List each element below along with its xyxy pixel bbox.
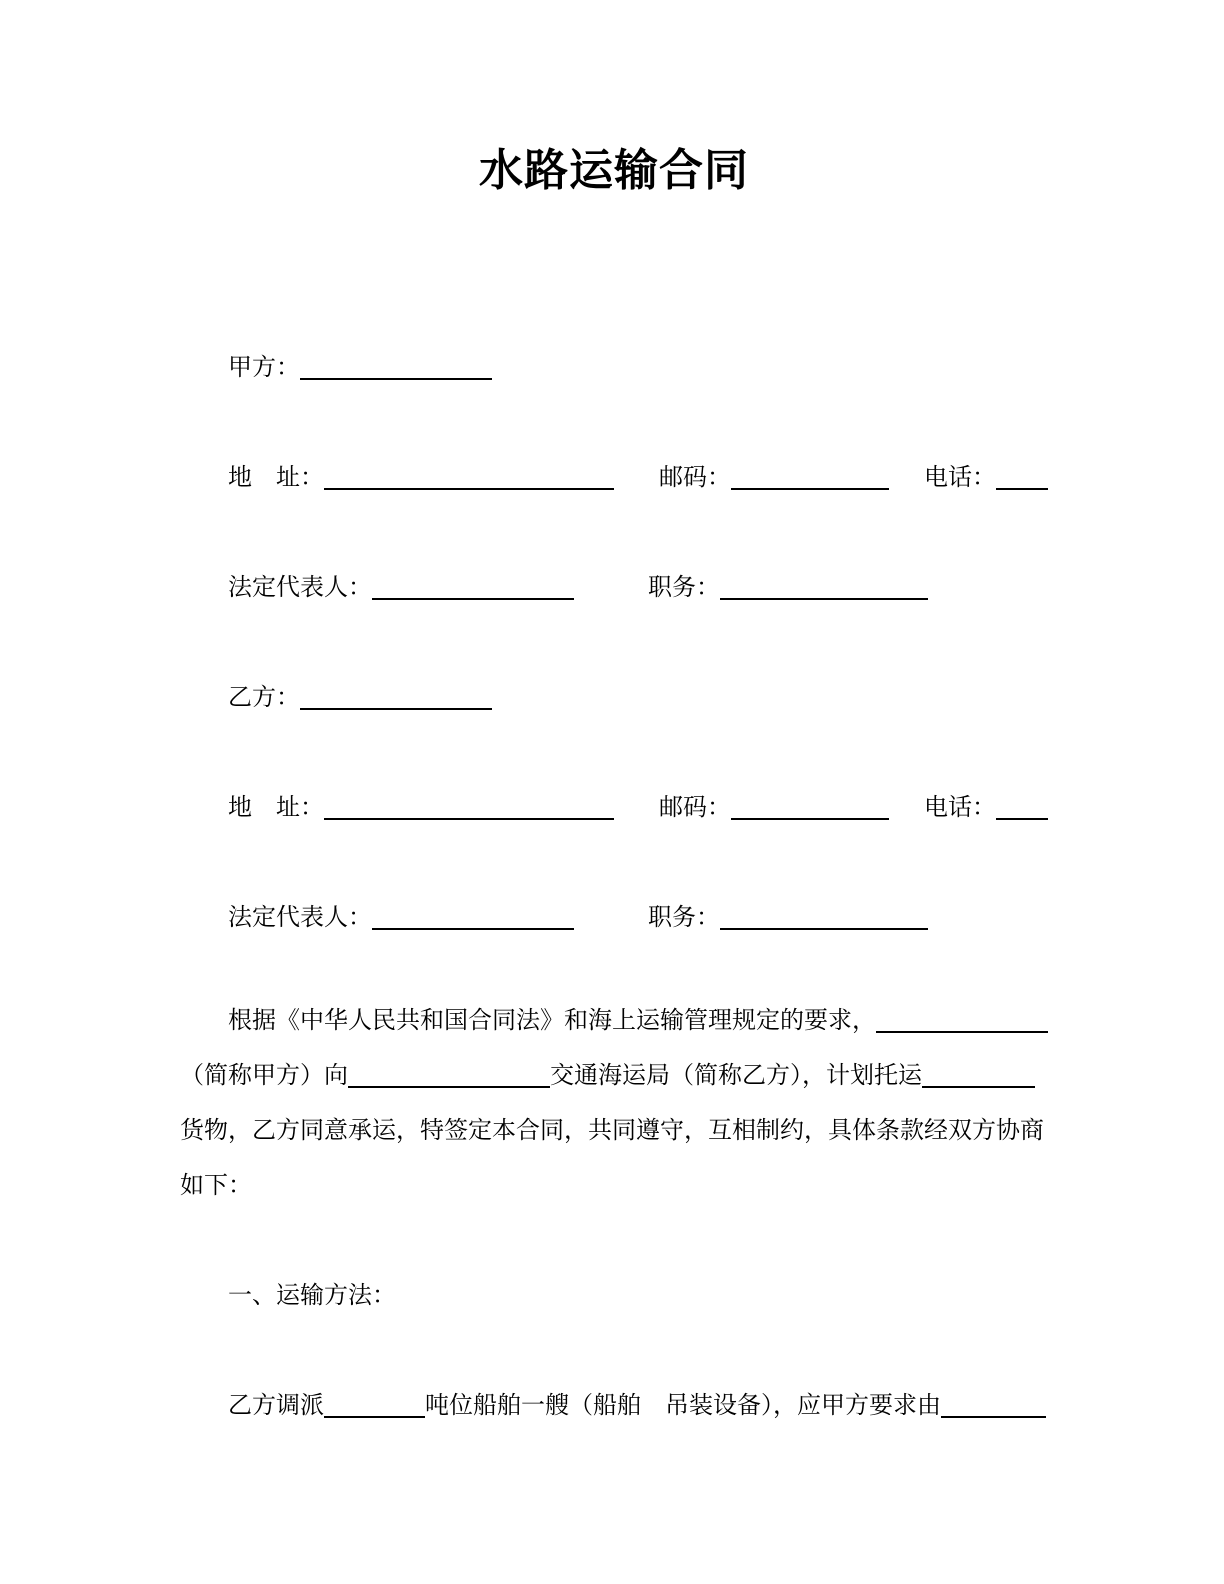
party-a-address-label: 地 址： [228,465,324,491]
party-a-label: 甲方： [228,355,300,381]
section-one-heading-text: 一、运输方法： [228,1283,396,1309]
intro-line-4 [180,1159,1048,1214]
party-b-position-label: 职务： [648,905,720,931]
document-title: 水路运输合同 [479,146,749,195]
intro-line-4-text: 如下： [180,1173,252,1199]
party-b-address-field[interactable] [324,790,614,820]
intro-line-2 [180,1049,1048,1104]
party-b-phone-field[interactable] [996,790,1048,820]
party-b-legal-rep-row [180,891,1048,946]
party-b-zip-label: 邮码： [659,795,731,821]
party-b-position-field[interactable] [720,900,928,930]
intro-line-2-mid: 交通海运局（简称乙方），计划托运 [550,1063,922,1089]
intro-line-1-text: 根据《中华人民共和国合同法》和海上运输管理规定的要求， [228,1008,876,1034]
party-b-legal-rep-field[interactable] [372,900,574,930]
party-a-row [180,341,1048,396]
party-a-address-field[interactable] [324,460,614,490]
tonnage-field[interactable] [324,1388,425,1418]
intro-paragraph [180,994,1048,1214]
party-b-phone-label: 电话： [924,795,996,821]
party-a-phone-label: 电话： [924,465,996,491]
party-b-legal-rep-label: 法定代表人： [228,905,372,931]
intro-line-3 [180,1104,1048,1159]
bureau-place-field[interactable] [348,1058,550,1088]
party-a-legal-rep-row [180,561,1048,616]
party-b-name-field[interactable] [300,680,492,710]
party-a-phone-field[interactable] [996,460,1048,490]
party-a-zip-label: 邮码： [659,465,731,491]
party-b-address-row [180,781,1048,836]
section-one-heading [180,1269,1048,1324]
intro-line-3-text: 货物，乙方同意承运，特签定本合同，共同遵守，互相制约，具体条款经双方协商 [180,1118,1044,1144]
party-b-row [180,671,1048,726]
party-a-address-row [180,451,1048,506]
party-b-address-label: 地 址： [228,795,324,821]
party-a-position-label: 职务： [648,575,720,601]
requirement-party-field[interactable] [876,1003,1048,1033]
intro-line-1 [180,994,1048,1049]
clause-one-line [180,1379,1048,1434]
party-b-label: 乙方： [228,685,300,711]
cargo-field[interactable] [922,1058,1035,1088]
party-a-legal-rep-label: 法定代表人： [228,575,372,601]
party-a-zip-field[interactable] [731,460,889,490]
intro-line-2-pre: （简称甲方）向 [180,1063,348,1089]
clause-one-pre: 乙方调派 [228,1393,324,1419]
requested-by-field[interactable] [941,1388,1046,1418]
clause-one-mid: 吨位船舶一艘（船舶 吊装设备），应甲方要求由 [425,1393,941,1419]
party-a-legal-rep-field[interactable] [372,570,574,600]
party-b-zip-field[interactable] [731,790,889,820]
party-a-name-field[interactable] [300,350,492,380]
party-a-position-field[interactable] [720,570,928,600]
